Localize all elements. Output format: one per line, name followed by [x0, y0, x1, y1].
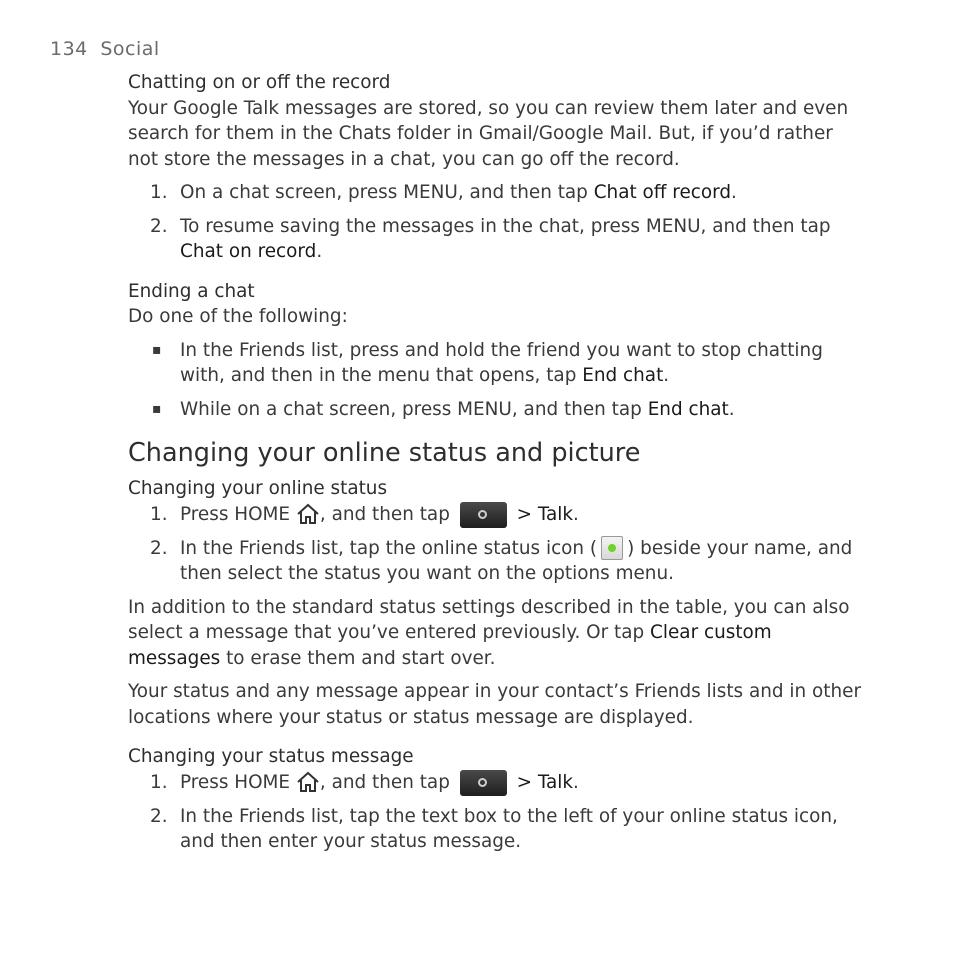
step-number: 1. — [150, 771, 168, 793]
online-status-steps — [128, 502, 868, 587]
online-status-icon — [601, 536, 623, 560]
page-content — [128, 70, 868, 863]
step-number: 2. — [150, 215, 168, 237]
step-text: ) beside your name, and then select the status you want on the options menu. — [180, 537, 853, 584]
bullet-text: In the Friends list, press and hold the friend you want to stop chatting with, and then in the menu that opens, tap — [180, 339, 823, 386]
status-message-steps — [128, 770, 868, 855]
home-icon — [296, 771, 320, 793]
step-text: On a chat screen, press MENU, and then tap — [180, 182, 594, 203]
step-number: 2. — [150, 537, 168, 559]
page-number: 134 — [50, 38, 88, 60]
talk-app-icon — [460, 770, 507, 796]
bullet: ▪ — [152, 400, 162, 417]
status-para-2: Your status and any message appear in your contact’s Friends lists and in other locations where your status or status message are displayed. — [128, 681, 862, 728]
punct: . — [731, 182, 737, 203]
subheading-online-status: Changing your online status — [128, 478, 388, 499]
list-item — [128, 804, 868, 855]
ui-term: Clear custom messages — [128, 622, 772, 669]
step-text: Press HOME — [180, 771, 296, 793]
step-text: Press HOME — [180, 503, 296, 525]
punct: . — [316, 241, 323, 262]
punct: . — [573, 503, 579, 525]
ui-term: > Talk — [510, 771, 574, 793]
off-record-intro: Your Google Talk messages are stored, so you can review them later and even search for them in the Chats folder in Gmail/Google Mail. But, if you’d rather not store the messages in a chat, you can go off the record. — [128, 97, 849, 170]
list-item — [128, 180, 868, 206]
list-item — [128, 338, 868, 389]
para-text: In addition to the standard status settings described in the table, you can also select a message that you’ve entered previously. Or tap — [128, 596, 850, 643]
list-item — [128, 770, 868, 796]
punct: . — [663, 365, 670, 386]
home-icon — [296, 503, 320, 525]
ui-term: Chat off record — [593, 182, 732, 203]
subheading-ending-chat: Ending a chat — [128, 280, 255, 302]
bullet-text: While on a chat screen, press MENU, and then tap — [180, 398, 648, 420]
list-item — [128, 214, 868, 265]
subheading-off-record: Chatting on or off the record — [128, 72, 391, 93]
list-item — [128, 397, 868, 423]
subheading-status-message: Changing your status message — [128, 746, 414, 767]
ending-chat-intro: Do one of the following: — [128, 306, 348, 327]
ending-chat-bullets — [128, 338, 868, 423]
step-number: 1. — [150, 182, 168, 203]
step-number: 1. — [150, 503, 168, 525]
step-text: In the Friends list, tap the online status icon ( — [180, 537, 598, 559]
step-text: In the Friends list, tap the text box to the left of your online status icon, and then enter your status message. — [180, 805, 838, 852]
punct: . — [573, 771, 579, 793]
step-text: , and then tap — [319, 771, 456, 793]
list-item — [128, 536, 868, 587]
talk-app-icon — [460, 502, 507, 528]
para-text: to erase them and start over. — [220, 647, 496, 669]
off-record-steps — [128, 180, 868, 265]
page-header — [50, 38, 160, 60]
ui-term: Chat on record — [180, 241, 317, 262]
step-text: To resume saving the messages in the chat, press MENU, and then tap — [180, 215, 831, 237]
ui-term: End chat — [647, 398, 729, 420]
step-text: , and then tap — [319, 503, 456, 525]
section-name: Social — [100, 38, 160, 60]
step-number: 2. — [150, 805, 168, 827]
section-heading: Changing your online status and picture — [128, 438, 641, 468]
bullet: ▪ — [152, 341, 162, 358]
ui-term: > Talk — [510, 503, 574, 525]
punct: . — [728, 398, 735, 420]
ui-term: End chat — [582, 365, 664, 386]
list-item — [128, 502, 868, 528]
status-para-1 — [128, 595, 868, 672]
